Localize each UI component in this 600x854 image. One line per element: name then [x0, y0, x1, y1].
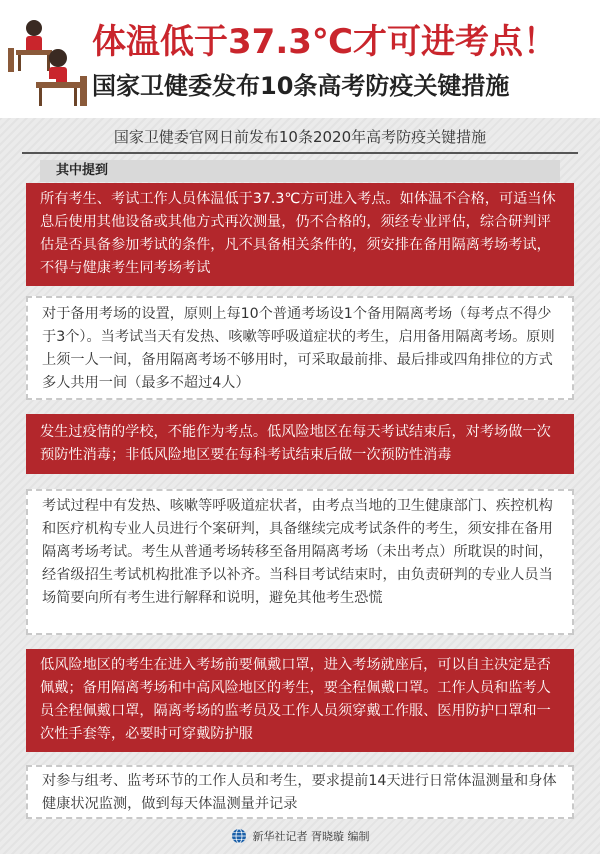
measure-text: 所有考生、考试工作人员体温低于37.3℃方可进入考点。如体温不合格，可适当休息后使用其他设备或其他方式再次测量，仍不合格的，须经专业评估，综合研判评估是否具备参加考试的条件，凡不具备相关条件的，须安排在备用隔离考场考试，不得与健康考生同考场考试 [40, 191, 556, 276]
measure-text: 对于备用考场的设置，原则上每10个普通考场设1个备用隔离考场（每考点不得少于3个）。当考试当天有发热、咳嗽等呼吸道症状的考生，启用备用隔离考场。原则上须一人一间，备用隔离考场不够用时，可采取最前排、最后排或四角排位的方式多人共用一间（最多不超过4人） [42, 306, 555, 391]
measure-text: 考试过程中有发热、咳嗽等呼吸道症状者，由考点当地的卫生健康部门、疾控机构和医疗机构专业人员进行个案研判，具备继续完成考试条件的考生，须安排在备用隔离考场考试。考生从普通考场转移至备用隔离考场（未出考点）所耽误的时间，经省级招生考试机构批准予以补齐。当科目考试结束时，由负责研判的专业人员当场简要向所有考生进行解释和说明，避免其他考生恐慌 [42, 498, 553, 606]
measure-text: 对参与组考、监考环节的工作人员和考生，要求提前14天进行日常体温测量和身体健康状况监测，做到每天体温测量并记录 [42, 773, 557, 812]
measure-card [26, 414, 574, 474]
measure-card [26, 296, 574, 400]
measure-card [26, 649, 574, 752]
section-label: 其中提到 [40, 160, 560, 182]
footer [0, 828, 600, 844]
exam-desk-illustration-icon [6, 10, 88, 110]
measure-card [26, 489, 574, 635]
page-title: 体温低于37.3℃才可进考点！ [92, 22, 558, 62]
divider [22, 152, 578, 154]
measure-text: 低风险地区的考生在进入考场前要佩戴口罩，进入考场就座后，可以自主决定是否佩戴；备用隔离考场和中高风险地区的考生，要全程佩戴口罩。工作人员和监考人员全程佩戴口罩，隔离考场的监考员及工作人员须穿戴工作服、医用防护口罩和一次性手套等，必要时可穿戴防护服 [40, 657, 551, 742]
header [0, 0, 600, 118]
measure-card [26, 183, 574, 286]
measure-text: 发生过疫情的学校，不能作为考点。低风险地区在每天考试结束后，对考场做一次预防性消毒；非低风险地区要在每科考试结束后做一次预防性消毒 [40, 424, 551, 463]
footer-credit: 新华社记者 胥晓璇 编制 [252, 830, 370, 843]
measure-card [26, 765, 574, 819]
page-subtitle: 国家卫健委发布10条高考防疫关键措施 [92, 72, 510, 100]
intro-text: 国家卫健委官网日前发布10条2020年高考防疫关键措施 [113, 128, 487, 146]
xinhua-globe-icon [231, 828, 247, 844]
